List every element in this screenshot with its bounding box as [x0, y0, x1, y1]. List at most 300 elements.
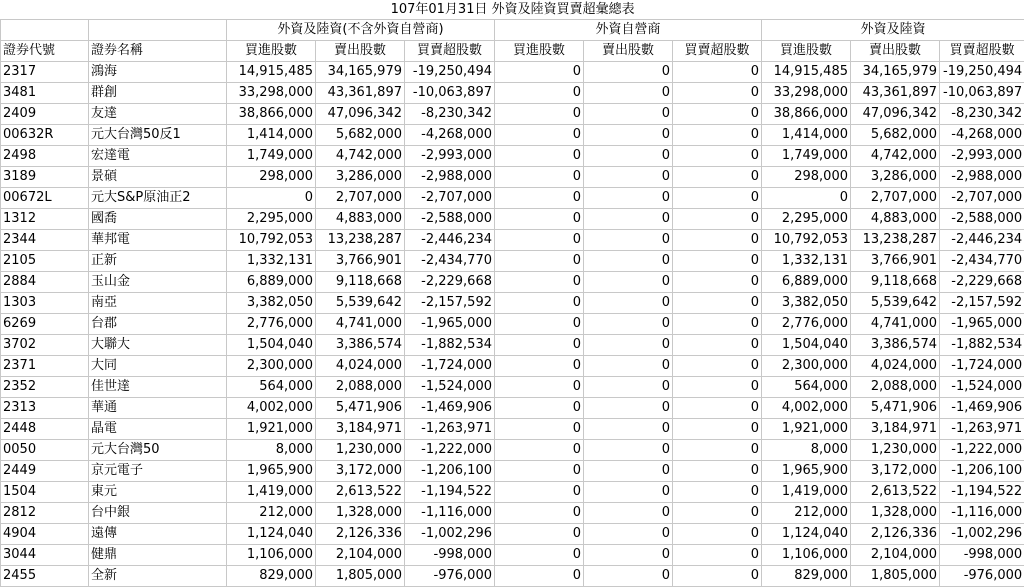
value-cell: -1,524,000 — [405, 377, 495, 398]
value-cell: 0 — [495, 272, 584, 293]
value-cell: 3,286,000 — [316, 167, 405, 188]
stock-code-cell: 3481 — [1, 83, 89, 104]
value-cell: -2,434,770 — [940, 251, 1024, 272]
value-cell: -1,263,971 — [940, 419, 1024, 440]
value-cell: 4,002,000 — [762, 398, 851, 419]
value-cell: 1,332,131 — [227, 251, 316, 272]
value-cell: 0 — [673, 230, 762, 251]
stock-name-cell: 華通 — [89, 398, 227, 419]
stock-name-cell: 台郡 — [89, 314, 227, 335]
stock-name-cell: 大同 — [89, 356, 227, 377]
value-cell: -1,194,522 — [405, 482, 495, 503]
value-cell: 2,088,000 — [851, 377, 940, 398]
stock-name-cell: 東元 — [89, 482, 227, 503]
stock-code-cell: 00672L — [1, 188, 89, 209]
table-row — [1, 188, 1024, 209]
stock-name-cell: 鴻海 — [89, 62, 227, 83]
value-cell: 8,000 — [227, 440, 316, 461]
value-cell: 0 — [584, 272, 673, 293]
value-cell: 1,328,000 — [851, 503, 940, 524]
value-cell: -1,222,000 — [405, 440, 495, 461]
value-cell: 0 — [495, 398, 584, 419]
value-cell: 43,361,897 — [851, 83, 940, 104]
value-cell: -2,988,000 — [940, 167, 1024, 188]
value-cell: 33,298,000 — [227, 83, 316, 104]
value-cell: 3,766,901 — [316, 251, 405, 272]
value-cell: 2,300,000 — [762, 356, 851, 377]
value-cell: 2,295,000 — [762, 209, 851, 230]
value-cell: 3,184,971 — [851, 419, 940, 440]
value-cell: 5,682,000 — [851, 125, 940, 146]
stock-code-cell: 2313 — [1, 398, 89, 419]
table-row — [1, 566, 1024, 587]
value-cell: 2,776,000 — [762, 314, 851, 335]
value-cell: 0 — [673, 566, 762, 587]
value-cell: 212,000 — [762, 503, 851, 524]
value-cell: -19,250,494 — [405, 62, 495, 83]
value-cell: -1,194,522 — [940, 482, 1024, 503]
value-cell: 1,328,000 — [316, 503, 405, 524]
value-cell: -2,446,234 — [940, 230, 1024, 251]
value-cell: 0 — [584, 335, 673, 356]
group-header-foreign-dealers: 外資自營商 — [495, 20, 762, 41]
value-cell: 38,866,000 — [762, 104, 851, 125]
stock-name-cell: 健鼎 — [89, 545, 227, 566]
table-row — [1, 314, 1024, 335]
value-cell: 2,707,000 — [316, 188, 405, 209]
table-row — [1, 167, 1024, 188]
value-cell: 0 — [673, 503, 762, 524]
stock-code-cell: 2317 — [1, 62, 89, 83]
value-cell: 0 — [673, 335, 762, 356]
stock-name-cell: 南亞 — [89, 293, 227, 314]
value-cell: 0 — [673, 167, 762, 188]
stock-name-cell: 佳世達 — [89, 377, 227, 398]
value-cell: -2,588,000 — [405, 209, 495, 230]
value-cell: 4,883,000 — [316, 209, 405, 230]
stock-code-cell: 6269 — [1, 314, 89, 335]
value-cell: -1,002,296 — [940, 524, 1024, 545]
value-cell: -2,157,592 — [405, 293, 495, 314]
value-cell: 0 — [584, 104, 673, 125]
value-cell: 0 — [673, 377, 762, 398]
value-cell: -1,724,000 — [940, 356, 1024, 377]
value-cell: 0 — [495, 167, 584, 188]
value-cell: -1,116,000 — [940, 503, 1024, 524]
value-cell: 0 — [673, 83, 762, 104]
value-cell: 0 — [495, 209, 584, 230]
value-cell: 3,386,574 — [316, 335, 405, 356]
value-cell: 1,965,900 — [762, 461, 851, 482]
value-cell: 829,000 — [762, 566, 851, 587]
value-cell: -1,469,906 — [940, 398, 1024, 419]
value-cell: 0 — [673, 545, 762, 566]
value-cell: 1,805,000 — [316, 566, 405, 587]
value-cell: -2,993,000 — [940, 146, 1024, 167]
column-header: 買進股數 — [762, 41, 851, 62]
value-cell: -998,000 — [940, 545, 1024, 566]
value-cell: 0 — [673, 461, 762, 482]
stock-code-cell: 2105 — [1, 251, 89, 272]
value-cell: 1,965,900 — [227, 461, 316, 482]
title-row — [1, 1, 1024, 20]
value-cell: -1,469,906 — [405, 398, 495, 419]
value-cell: 4,742,000 — [316, 146, 405, 167]
value-cell: 0 — [584, 251, 673, 272]
value-cell: -976,000 — [405, 566, 495, 587]
value-cell: 0 — [495, 83, 584, 104]
value-cell: 3,382,050 — [227, 293, 316, 314]
value-cell: 4,742,000 — [851, 146, 940, 167]
value-cell: 1,921,000 — [762, 419, 851, 440]
value-cell: 0 — [584, 230, 673, 251]
value-cell: 0 — [495, 356, 584, 377]
group-header-blank — [1, 20, 89, 41]
column-header: 證券代號 — [1, 41, 89, 62]
table-row — [1, 335, 1024, 356]
value-cell: 0 — [673, 293, 762, 314]
value-cell: 0 — [673, 314, 762, 335]
table-row — [1, 356, 1024, 377]
value-cell: 0 — [495, 314, 584, 335]
stock-code-cell: 1312 — [1, 209, 89, 230]
value-cell: 5,539,642 — [316, 293, 405, 314]
value-cell: -2,988,000 — [405, 167, 495, 188]
value-cell: 1,504,040 — [762, 335, 851, 356]
stock-name-cell: 台中銀 — [89, 503, 227, 524]
value-cell: 0 — [673, 356, 762, 377]
value-cell: 4,024,000 — [316, 356, 405, 377]
value-cell: 0 — [584, 167, 673, 188]
value-cell: 0 — [495, 104, 584, 125]
value-cell: 0 — [495, 293, 584, 314]
value-cell: 0 — [495, 377, 584, 398]
value-cell: 0 — [584, 503, 673, 524]
stock-name-cell: 友達 — [89, 104, 227, 125]
value-cell: 3,766,901 — [851, 251, 940, 272]
value-cell: 3,382,050 — [762, 293, 851, 314]
value-cell: 0 — [495, 230, 584, 251]
stock-code-cell: 2448 — [1, 419, 89, 440]
value-cell: 14,915,485 — [227, 62, 316, 83]
value-cell: 0 — [673, 440, 762, 461]
stock-code-cell: 3044 — [1, 545, 89, 566]
table-row — [1, 230, 1024, 251]
value-cell: 212,000 — [227, 503, 316, 524]
value-cell: 1,332,131 — [762, 251, 851, 272]
table-row — [1, 83, 1024, 104]
stock-code-cell: 2409 — [1, 104, 89, 125]
value-cell: 14,915,485 — [762, 62, 851, 83]
value-cell: 4,024,000 — [851, 356, 940, 377]
stock-name-cell: 宏達電 — [89, 146, 227, 167]
value-cell: 1,414,000 — [227, 125, 316, 146]
value-cell: 0 — [584, 482, 673, 503]
column-header: 賣出股數 — [316, 41, 405, 62]
stock-code-cell: 0050 — [1, 440, 89, 461]
value-cell: 10,792,053 — [227, 230, 316, 251]
value-cell: 8,000 — [762, 440, 851, 461]
table-row — [1, 62, 1024, 83]
stock-name-cell: 大聯大 — [89, 335, 227, 356]
stock-code-cell: 2884 — [1, 272, 89, 293]
table-row — [1, 419, 1024, 440]
value-cell: 0 — [584, 209, 673, 230]
value-cell: -10,063,897 — [940, 83, 1024, 104]
value-cell: -4,268,000 — [405, 125, 495, 146]
value-cell: 0 — [584, 188, 673, 209]
value-cell: 0 — [495, 482, 584, 503]
value-cell: 0 — [495, 461, 584, 482]
stock-code-cell: 4904 — [1, 524, 89, 545]
stock-name-cell: 全新 — [89, 566, 227, 587]
column-header: 買進股數 — [495, 41, 584, 62]
value-cell: 33,298,000 — [762, 83, 851, 104]
value-cell: 3,286,000 — [851, 167, 940, 188]
value-cell: -19,250,494 — [940, 62, 1024, 83]
table-row — [1, 377, 1024, 398]
value-cell: 0 — [584, 566, 673, 587]
value-cell: -4,268,000 — [940, 125, 1024, 146]
value-cell: -2,707,000 — [405, 188, 495, 209]
value-cell: 0 — [673, 209, 762, 230]
value-cell: 564,000 — [227, 377, 316, 398]
value-cell: 1,106,000 — [762, 545, 851, 566]
value-cell: 10,792,053 — [762, 230, 851, 251]
value-cell: -8,230,342 — [405, 104, 495, 125]
value-cell: 1,749,000 — [762, 146, 851, 167]
column-header: 買進股數 — [227, 41, 316, 62]
value-cell: 0 — [762, 188, 851, 209]
value-cell: 0 — [495, 188, 584, 209]
value-cell: 1,419,000 — [227, 482, 316, 503]
value-cell: 0 — [673, 104, 762, 125]
value-cell: -2,707,000 — [940, 188, 1024, 209]
value-cell: 5,471,906 — [316, 398, 405, 419]
value-cell: 0 — [584, 545, 673, 566]
value-cell: -2,157,592 — [940, 293, 1024, 314]
table-row — [1, 482, 1024, 503]
column-header: 買賣超股數 — [405, 41, 495, 62]
value-cell: 1,504,040 — [227, 335, 316, 356]
stock-name-cell: 遠傳 — [89, 524, 227, 545]
value-cell: 829,000 — [227, 566, 316, 587]
table-row — [1, 272, 1024, 293]
stock-code-cell: 1504 — [1, 482, 89, 503]
value-cell: 0 — [673, 524, 762, 545]
stock-code-cell: 2344 — [1, 230, 89, 251]
value-cell: 0 — [673, 272, 762, 293]
value-cell: 1,419,000 — [762, 482, 851, 503]
value-cell: 0 — [227, 188, 316, 209]
column-header-row — [1, 41, 1024, 62]
value-cell: -2,229,668 — [940, 272, 1024, 293]
value-cell: 0 — [584, 83, 673, 104]
value-cell: 38,866,000 — [227, 104, 316, 125]
value-cell: 0 — [495, 419, 584, 440]
value-cell: 1,414,000 — [762, 125, 851, 146]
value-cell: -2,993,000 — [405, 146, 495, 167]
table-row — [1, 293, 1024, 314]
value-cell: 34,165,979 — [851, 62, 940, 83]
value-cell: -2,446,234 — [405, 230, 495, 251]
stock-name-cell: 正新 — [89, 251, 227, 272]
value-cell: 6,889,000 — [762, 272, 851, 293]
table-row — [1, 251, 1024, 272]
value-cell: 1,805,000 — [851, 566, 940, 587]
value-cell: -2,434,770 — [405, 251, 495, 272]
stock-code-cell: 2498 — [1, 146, 89, 167]
value-cell: 0 — [495, 251, 584, 272]
value-cell: 5,682,000 — [316, 125, 405, 146]
group-header-blank — [89, 20, 227, 41]
value-cell: 0 — [584, 293, 673, 314]
value-cell: -1,116,000 — [405, 503, 495, 524]
stock-code-cell: 2812 — [1, 503, 89, 524]
value-cell: 9,118,668 — [851, 272, 940, 293]
stock-code-cell: 2449 — [1, 461, 89, 482]
value-cell: 2,776,000 — [227, 314, 316, 335]
value-cell: 5,539,642 — [851, 293, 940, 314]
value-cell: 13,238,287 — [316, 230, 405, 251]
stock-code-cell: 2455 — [1, 566, 89, 587]
value-cell: 2,300,000 — [227, 356, 316, 377]
value-cell: 1,106,000 — [227, 545, 316, 566]
value-cell: 0 — [495, 566, 584, 587]
value-cell: 2,126,336 — [316, 524, 405, 545]
stock-name-cell: 國喬 — [89, 209, 227, 230]
value-cell: -1,222,000 — [940, 440, 1024, 461]
stock-name-cell: 京元電子 — [89, 461, 227, 482]
group-header-foreign-total: 外資及陸資 — [762, 20, 1024, 41]
value-cell: 4,741,000 — [851, 314, 940, 335]
table-row — [1, 209, 1024, 230]
stock-code-cell: 2371 — [1, 356, 89, 377]
value-cell: 6,889,000 — [227, 272, 316, 293]
value-cell: 34,165,979 — [316, 62, 405, 83]
value-cell: -1,882,534 — [940, 335, 1024, 356]
column-header: 證券名稱 — [89, 41, 227, 62]
stock-name-cell: 元大台灣50反1 — [89, 125, 227, 146]
value-cell: -2,588,000 — [940, 209, 1024, 230]
value-cell: -976,000 — [940, 566, 1024, 587]
value-cell: 0 — [584, 314, 673, 335]
value-cell: 0 — [584, 461, 673, 482]
value-cell: 3,172,000 — [316, 461, 405, 482]
value-cell: 3,172,000 — [851, 461, 940, 482]
stock-name-cell: 玉山金 — [89, 272, 227, 293]
value-cell: 0 — [495, 335, 584, 356]
value-cell: 0 — [584, 419, 673, 440]
value-cell: 2,088,000 — [316, 377, 405, 398]
value-cell: 0 — [495, 146, 584, 167]
value-cell: 0 — [584, 146, 673, 167]
value-cell: -1,206,100 — [940, 461, 1024, 482]
table-title: 107年01月31日 外資及陸資買賣超彙總表 — [1, 1, 1024, 20]
value-cell: 0 — [495, 524, 584, 545]
value-cell: 0 — [495, 125, 584, 146]
value-cell: -8,230,342 — [940, 104, 1024, 125]
value-cell: 1,124,040 — [227, 524, 316, 545]
value-cell: 47,096,342 — [851, 104, 940, 125]
stock-name-cell: 晶電 — [89, 419, 227, 440]
column-header: 買賣超股數 — [673, 41, 762, 62]
value-cell: 564,000 — [762, 377, 851, 398]
value-cell: 9,118,668 — [316, 272, 405, 293]
value-cell: 0 — [673, 419, 762, 440]
value-cell: -1,524,000 — [940, 377, 1024, 398]
stock-code-cell: 2352 — [1, 377, 89, 398]
value-cell: 2,613,522 — [851, 482, 940, 503]
value-cell: 13,238,287 — [851, 230, 940, 251]
value-cell: 0 — [673, 146, 762, 167]
table-row — [1, 146, 1024, 167]
value-cell: 2,707,000 — [851, 188, 940, 209]
table-row — [1, 125, 1024, 146]
value-cell: 0 — [673, 125, 762, 146]
value-cell: 0 — [495, 62, 584, 83]
value-cell: 0 — [584, 377, 673, 398]
stock-code-cell: 3189 — [1, 167, 89, 188]
value-cell: 0 — [673, 188, 762, 209]
value-cell: 2,126,336 — [851, 524, 940, 545]
value-cell: 4,883,000 — [851, 209, 940, 230]
value-cell: 1,230,000 — [851, 440, 940, 461]
stock-name-cell: 元大S&P原油正2 — [89, 188, 227, 209]
value-cell: 0 — [495, 545, 584, 566]
value-cell: 0 — [495, 440, 584, 461]
column-header: 賣出股數 — [584, 41, 673, 62]
table-row — [1, 461, 1024, 482]
value-cell: -1,724,000 — [405, 356, 495, 377]
stock-name-cell: 元大台灣50 — [89, 440, 227, 461]
value-cell: 43,361,897 — [316, 83, 405, 104]
value-cell: 1,230,000 — [316, 440, 405, 461]
table-row — [1, 503, 1024, 524]
table-row — [1, 440, 1024, 461]
value-cell: 0 — [673, 62, 762, 83]
value-cell: -1,206,100 — [405, 461, 495, 482]
value-cell: -2,229,668 — [405, 272, 495, 293]
value-cell: -10,063,897 — [405, 83, 495, 104]
value-cell: 1,124,040 — [762, 524, 851, 545]
value-cell: 2,295,000 — [227, 209, 316, 230]
stock-name-cell: 華邦電 — [89, 230, 227, 251]
stock-code-cell: 1303 — [1, 293, 89, 314]
value-cell: 0 — [495, 503, 584, 524]
value-cell: 0 — [673, 398, 762, 419]
value-cell: 298,000 — [227, 167, 316, 188]
value-cell: 1,921,000 — [227, 419, 316, 440]
value-cell: -998,000 — [405, 545, 495, 566]
stock-name-cell: 群創 — [89, 83, 227, 104]
stock-code-cell: 00632R — [1, 125, 89, 146]
stock-name-cell: 景碩 — [89, 167, 227, 188]
value-cell: -1,002,296 — [405, 524, 495, 545]
value-cell: 5,471,906 — [851, 398, 940, 419]
table-row — [1, 545, 1024, 566]
value-cell: 2,613,522 — [316, 482, 405, 503]
value-cell: 0 — [584, 125, 673, 146]
value-cell: 0 — [584, 398, 673, 419]
value-cell: 4,741,000 — [316, 314, 405, 335]
group-header-row — [1, 20, 1024, 41]
value-cell: 0 — [584, 524, 673, 545]
value-cell: 47,096,342 — [316, 104, 405, 125]
value-cell: 4,002,000 — [227, 398, 316, 419]
value-cell: 298,000 — [762, 167, 851, 188]
value-cell: -1,263,971 — [405, 419, 495, 440]
